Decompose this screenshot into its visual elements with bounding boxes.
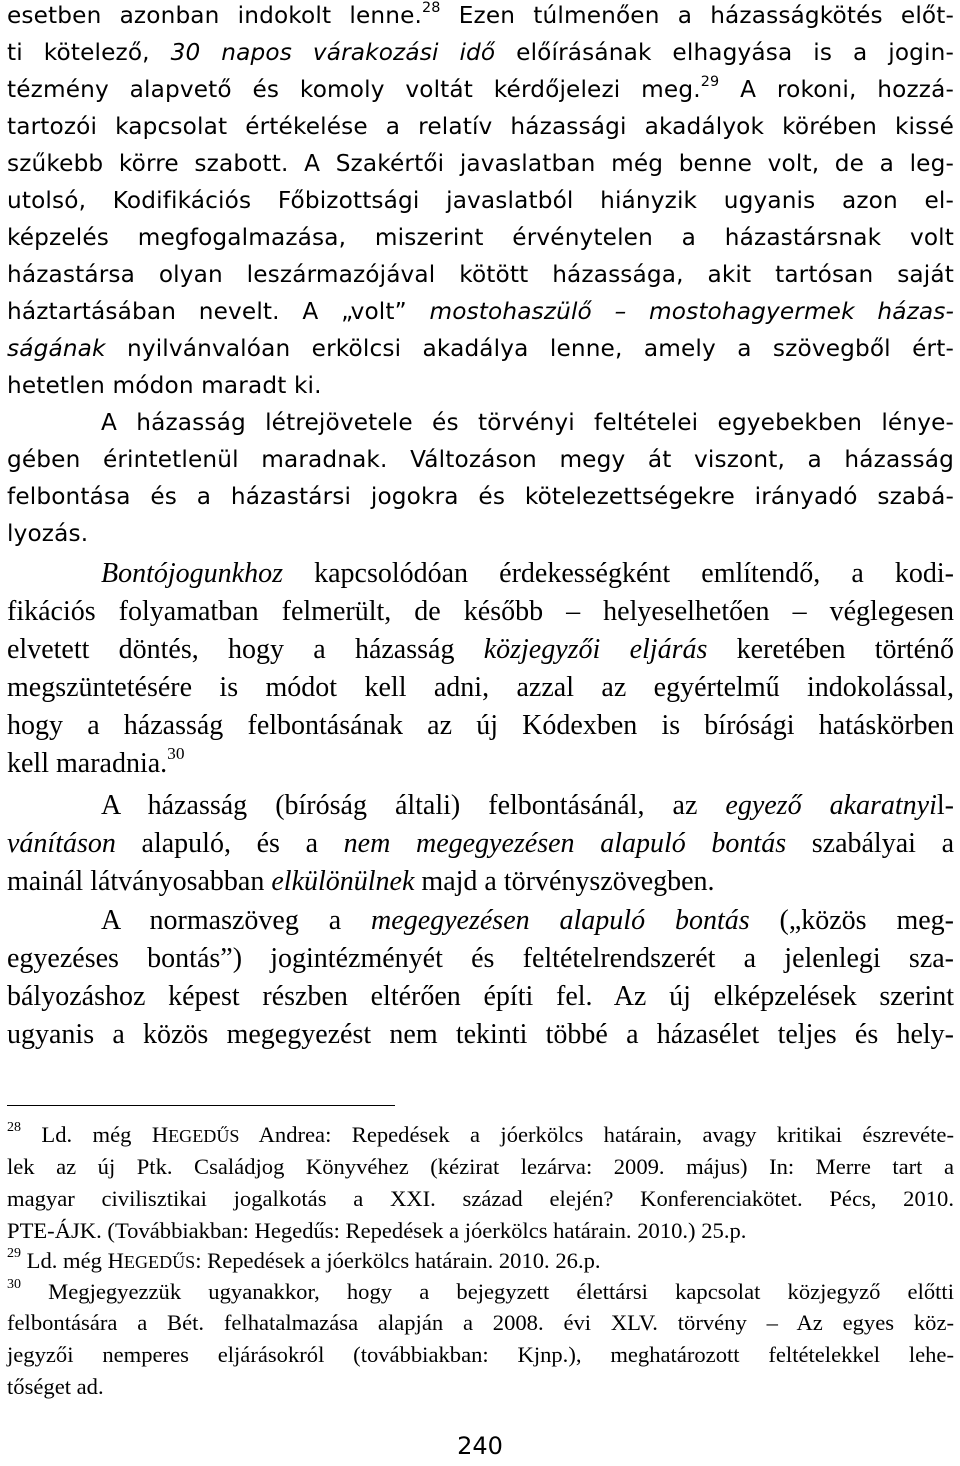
- footnote-reference: 30: [7, 1277, 21, 1293]
- body-line: [7, 634, 954, 666]
- page-number: 240: [457, 1432, 503, 1460]
- text-run: tőséget ad.: [7, 1374, 104, 1399]
- text-run: majd a törvényszövegben.: [414, 866, 715, 897]
- text-run: Megjegyezzük ugyanakkor, hogy a bejegyzett élettársi kapcsolat közjegyző előtti: [21, 1279, 954, 1304]
- text-run: gében érintetlenül maradnak. Változáson megy át viszont, a házasság: [7, 446, 954, 473]
- text-run: PTE-ÁJK. (Továbbiakban: Hegedűs: Repedések a jóerkölcs határain. 2010.) 25.p.: [7, 1218, 747, 1243]
- text-run: esetben azonban indokolt lenne.: [7, 2, 423, 29]
- text-run: bályozáshoz képest részben eltérően építi fel. Az új elképzelések szerint: [7, 981, 954, 1012]
- text-run: Bontójogunkhoz: [101, 558, 283, 589]
- body-line: [7, 76, 954, 103]
- footnote-line: [7, 1248, 954, 1274]
- body-line: [7, 446, 954, 473]
- text-run: nyilvánvalóan erkölcsi akadálya lenne, amely a szövegből ért-: [105, 335, 954, 362]
- text-run: alapuló, és a: [115, 828, 344, 859]
- text-run: elvetett döntés, hogy a házasság: [7, 634, 484, 665]
- footnote-line: [7, 1310, 954, 1336]
- body-line: [7, 828, 954, 860]
- footnote-line: [7, 1279, 954, 1305]
- text-run: egyezéses bontás”) jogintézményét és feltételrendszerét a jelenlegi sza-: [7, 943, 954, 974]
- body-line: [7, 224, 954, 251]
- body-line: [7, 39, 954, 66]
- body-line: [7, 298, 954, 325]
- text-run: Ld. még H: [21, 1122, 169, 1147]
- body-line: [7, 187, 954, 214]
- body-line: [7, 520, 954, 547]
- text-run: l-: [936, 790, 954, 821]
- text-run: tartozói kapcsolat értékelése a relatív házassági akadályok körében kissé: [7, 113, 954, 140]
- text-run: A normaszöveg a: [101, 905, 372, 936]
- text-run: ugyanis a közös megegyezést nem tekinti többé a házasélet teljes és hely-: [7, 1019, 954, 1050]
- body-line: [7, 150, 954, 177]
- body-line: [7, 981, 954, 1013]
- text-run: A házasság létrejövetele és törvényi feltételei egyebekben lénye-: [101, 409, 954, 436]
- body-line: [7, 261, 954, 288]
- text-run: képzelés megfogalmazása, miszerint érvénytelen a házastársnak volt: [7, 224, 954, 251]
- text-run: szabályai a: [786, 828, 954, 859]
- body-line: [7, 2, 954, 29]
- footnote-reference: 29: [7, 1246, 21, 1262]
- text-run: nem megegyezésen alapuló bontás: [343, 828, 787, 859]
- body-line: [7, 113, 954, 140]
- text-run: mainál látványosabban: [7, 866, 272, 897]
- text-run: keretében történő: [707, 634, 955, 665]
- text-run: EGEDŰS: [168, 1126, 240, 1146]
- body-line: [7, 943, 954, 975]
- text-run: A házasság (bíróság általi) felbontásánál, az: [101, 790, 726, 821]
- body-line: [101, 409, 954, 436]
- text-run: Ezen túlmenően a házasságkötés előt-: [440, 2, 955, 29]
- text-run: EGEDŰS: [123, 1252, 196, 1272]
- body-line: [7, 335, 954, 362]
- footnote-reference: 28: [422, 0, 441, 17]
- footnote-line: [7, 1374, 954, 1400]
- text-run: lek az új Ptk. Családjog Könyvéhez (kézirat lezárva: 2009. május) In: Merre tart a: [7, 1154, 954, 1179]
- footnote-reference: 30: [167, 744, 185, 764]
- text-run: : Repedések a jóerkölcs határain. 2010. 26.p.: [195, 1248, 601, 1273]
- footnote-line: [7, 1342, 954, 1368]
- text-run: kell maradnia.: [7, 748, 168, 779]
- body-line: [7, 483, 954, 510]
- text-run: egyező akaratnyi: [725, 790, 937, 821]
- text-run: kapcsolódóan érdekességként említendő, a kodi-: [283, 558, 954, 589]
- text-run: megegyezésen alapuló bontás: [371, 905, 750, 936]
- text-run: („közös meg-: [749, 905, 954, 936]
- text-run: mostohaszülő – mostohagyermek házas-: [429, 298, 954, 325]
- footnote-line: [7, 1122, 954, 1148]
- text-run: háztartásában nevelt. A „volt”: [7, 298, 430, 325]
- text-run: közjegyzői eljárás: [483, 634, 708, 665]
- body-line: [7, 710, 954, 742]
- text-run: lyozás.: [7, 520, 89, 547]
- text-run: megszüntetésére is módot kell adni, azzal az egyértelmű indokolással,: [7, 672, 954, 703]
- text-run: felbontása és a házastársi jogokra és kötelezettségekre irányadó szabá-: [7, 483, 954, 510]
- body-line: [7, 596, 954, 628]
- text-run: hogy a házasság felbontásának az új Kódexben is bírósági hatáskörben: [7, 710, 954, 741]
- text-run: vánításon: [7, 828, 116, 859]
- text-run: utolsó, Kodifikációs Főbizottsági javaslatból hiányzik ugyanis azon el-: [7, 187, 954, 214]
- footnote-line: [7, 1186, 954, 1212]
- footnote-separator: [7, 1105, 395, 1106]
- text-run: Andrea: Repedések a jóerkölcs határain, avagy kritikai észrevéte-: [239, 1122, 954, 1147]
- footnote-reference: 28: [7, 1120, 21, 1136]
- body-line: [7, 744, 954, 780]
- text-run: magyar civilisztikai jogalkotás a XXI. század elején? Konferenciakötet. Pécs, 2010.: [7, 1186, 954, 1211]
- body-line: [101, 790, 954, 822]
- body-line: [7, 1019, 954, 1051]
- text-run: elkülönülnek: [271, 866, 415, 897]
- text-run: ságának: [7, 335, 106, 362]
- footnote-line: [7, 1218, 954, 1244]
- footnote-reference: 29: [700, 74, 720, 91]
- text-run: házastársa olyan leszármazójával kötött házassága, akit tartósan saját: [7, 261, 954, 288]
- body-line: [7, 372, 954, 399]
- text-run: tézmény alapvető és komoly voltát kérdőjelezi meg.: [7, 76, 701, 103]
- text-run: fikációs folyamatban felmerült, de később – helyeselhetően – véglegesen: [7, 596, 954, 627]
- text-run: 30 napos várakozási idő: [170, 39, 496, 66]
- text-run: Ld. még H: [21, 1248, 124, 1273]
- text-run: szűkebb körre szabott. A Szakértői javaslatban még benne volt, de a leg-: [7, 150, 954, 177]
- text-run: A rokoni, hozzá-: [719, 76, 954, 103]
- body-line: [101, 558, 954, 590]
- body-line: [7, 866, 954, 898]
- text-run: előírásának elhagyása is a jogin-: [495, 39, 955, 66]
- text-run: jegyzői nemperes eljárásokról (továbbiakban: Kjnp.), meghatározott feltételekkel lehe-: [7, 1342, 954, 1367]
- text-run: hetetlen módon maradt ki.: [7, 372, 322, 399]
- footnote-line: [7, 1154, 954, 1180]
- body-line: [101, 905, 954, 937]
- text-run: ti kötelező,: [7, 39, 171, 66]
- body-line: [7, 672, 954, 704]
- text-run: felbontására a Bét. felhatalmazása alapján a 2008. évi XLV. törvény – Az egyes köz-: [7, 1310, 954, 1335]
